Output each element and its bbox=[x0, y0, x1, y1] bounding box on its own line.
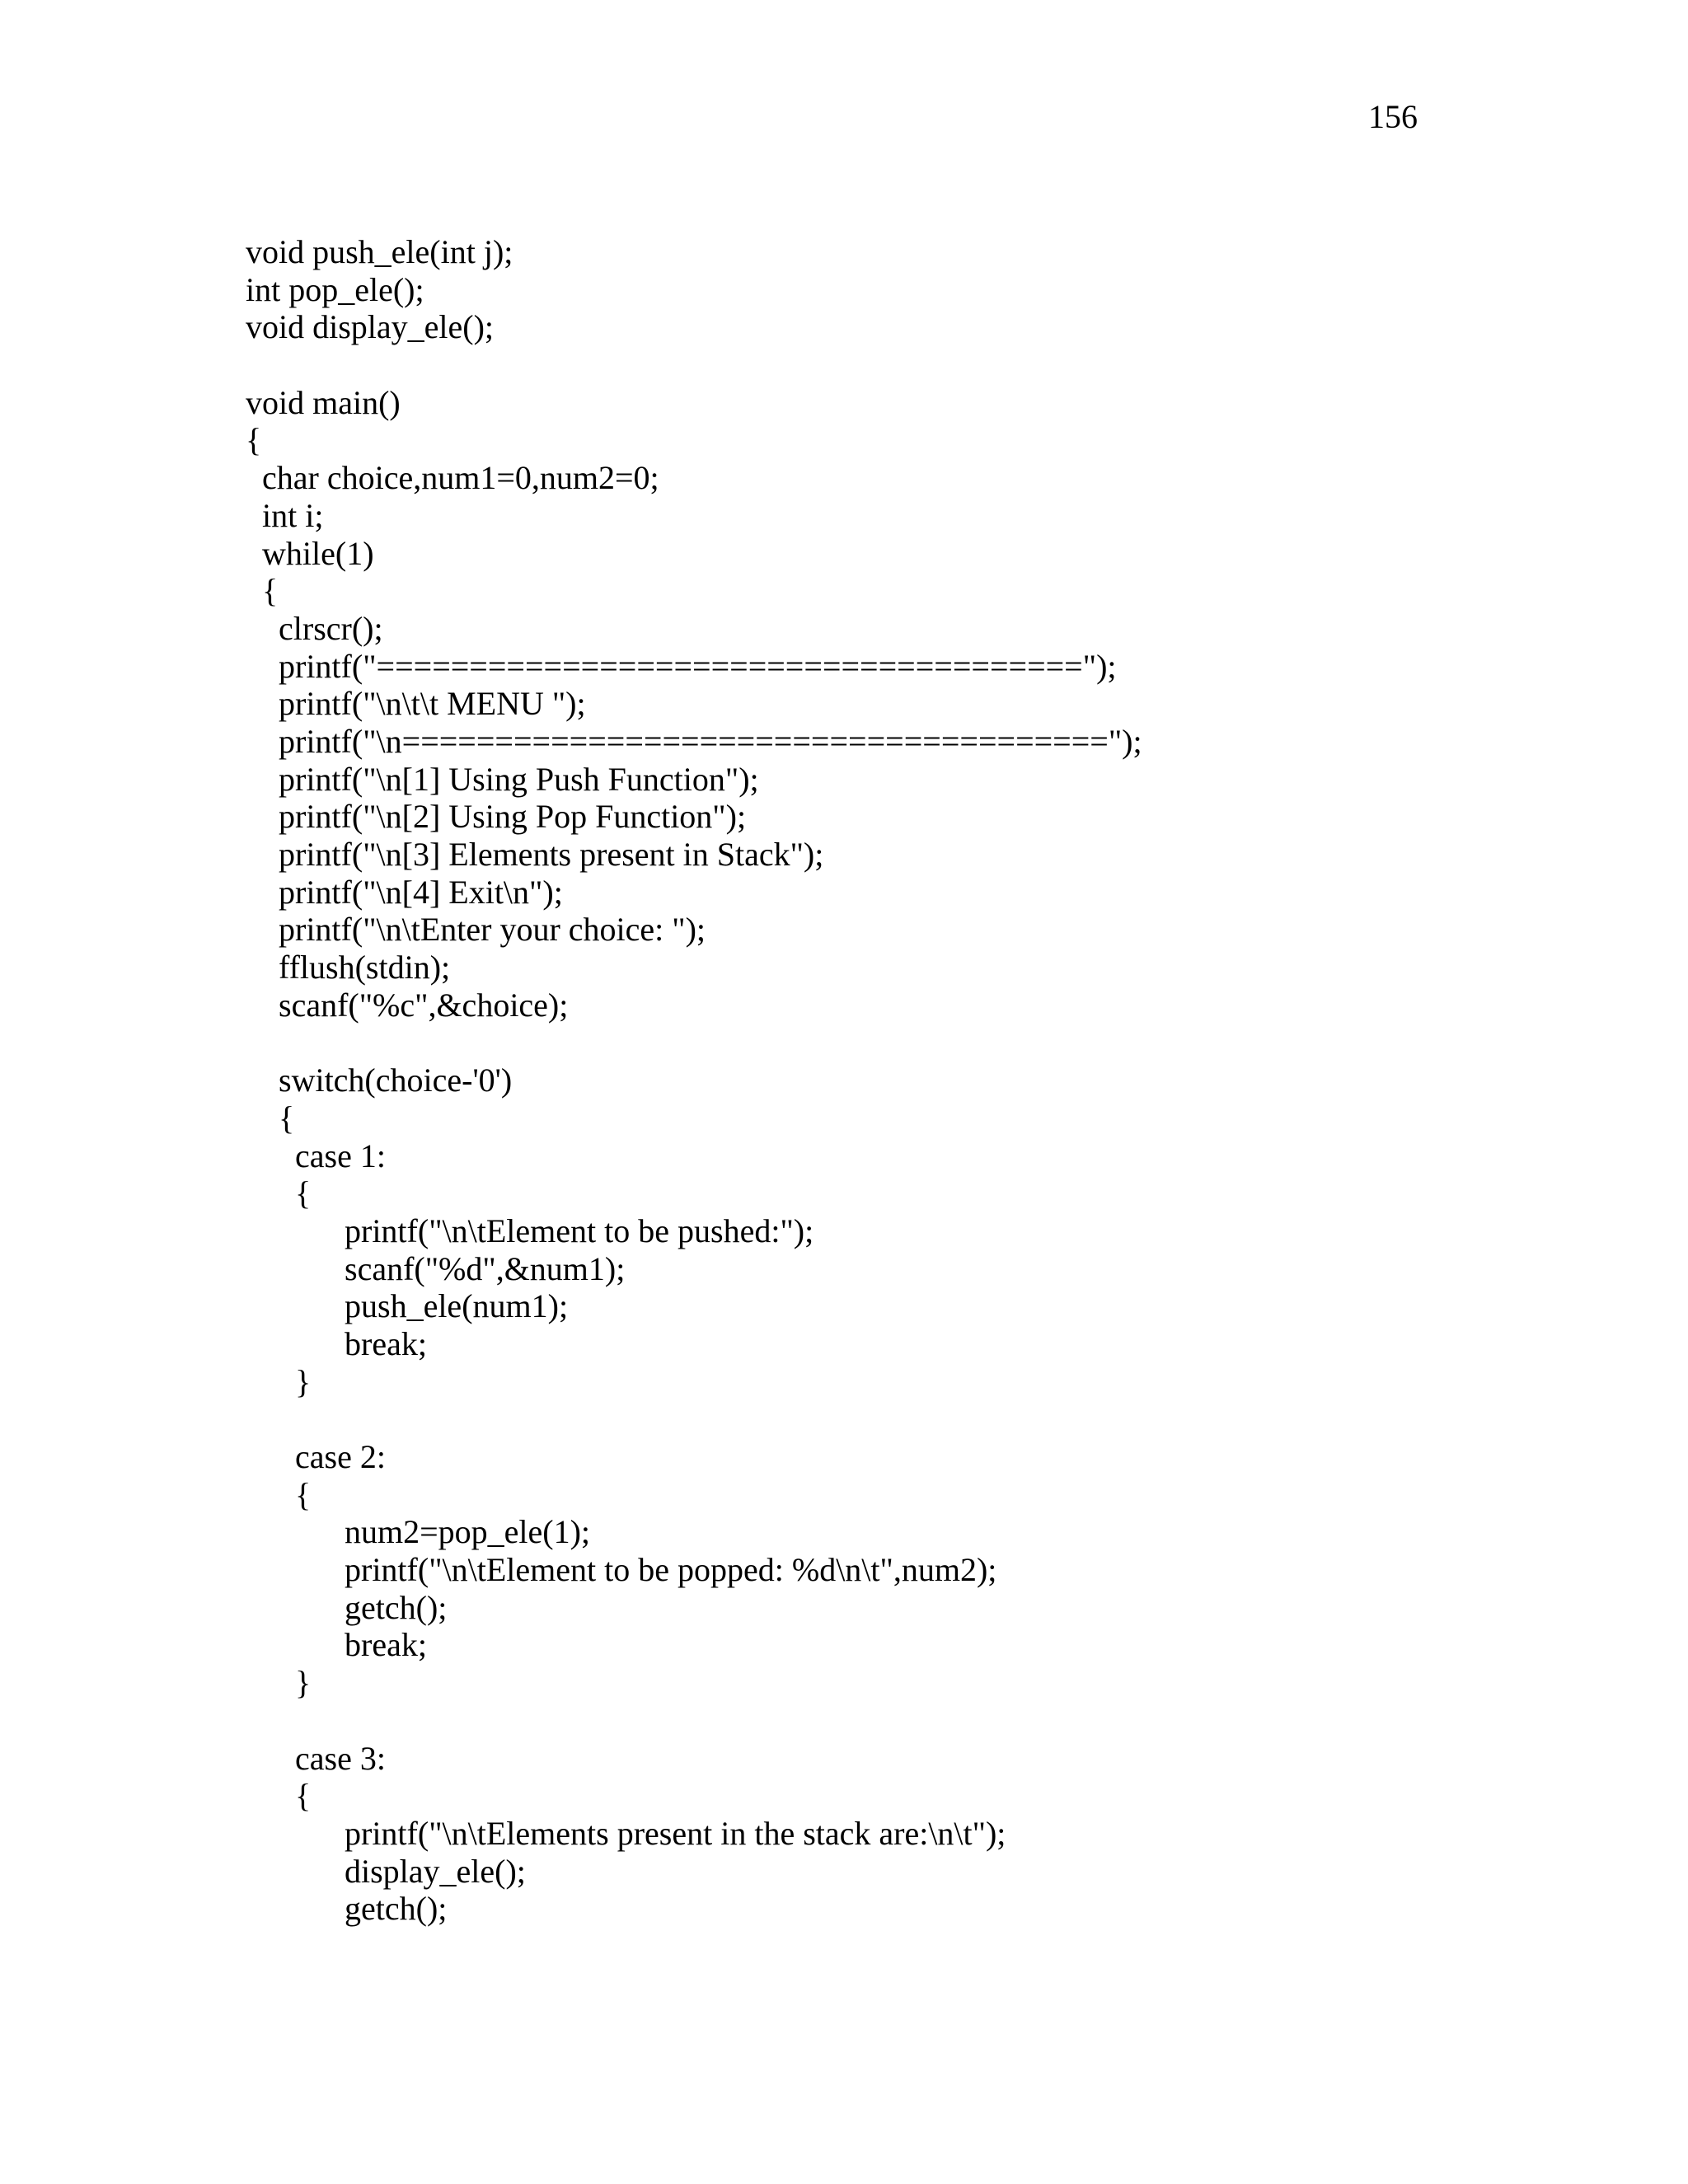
code-line: push_ele(num1); bbox=[345, 1287, 569, 1325]
code-line: void main() bbox=[246, 383, 401, 421]
code-line: char choice,num1=0,num2=0; bbox=[262, 459, 659, 497]
code-line: { bbox=[295, 1475, 312, 1513]
code-line: int i; bbox=[262, 496, 324, 534]
code-line: printf("\n[4] Exit\n"); bbox=[279, 873, 563, 911]
code-line: { bbox=[262, 572, 279, 610]
code-listing bbox=[246, 233, 1142, 1928]
code-line: num2=pop_ele(1); bbox=[345, 1513, 591, 1551]
code-line: scanf("%d",&num1); bbox=[345, 1249, 626, 1287]
code-line: printf("\n\tElement to be pushed:"); bbox=[345, 1212, 814, 1249]
code-line: clrscr(); bbox=[279, 609, 383, 647]
code-line: void push_ele(int j); bbox=[246, 233, 513, 270]
code-line: int pop_ele(); bbox=[246, 270, 424, 308]
code-line: printf("\n[3] Elements present in Stack"); bbox=[279, 836, 824, 873]
code-line: scanf("%c",&choice); bbox=[279, 986, 569, 1024]
code-line: getch(); bbox=[345, 1890, 448, 1928]
code-line: printf("\n[2] Using Pop Function"); bbox=[279, 798, 747, 836]
code-line: fflush(stdin); bbox=[279, 949, 451, 987]
code-line: { bbox=[279, 1099, 295, 1137]
page-number: 156 bbox=[1368, 98, 1418, 135]
code-line: switch(choice-'0') bbox=[279, 1062, 513, 1099]
code-line: display_ele(); bbox=[345, 1852, 526, 1890]
code-line: } bbox=[295, 1362, 312, 1400]
code-line: case 3: bbox=[295, 1739, 386, 1777]
code-line: while(1) bbox=[262, 534, 374, 572]
code-line: { bbox=[246, 421, 262, 459]
code-line: { bbox=[295, 1777, 312, 1815]
blank-line bbox=[246, 1400, 1142, 1438]
code-line: printf("\n======================================"); bbox=[279, 722, 1142, 760]
code-line: case 2: bbox=[295, 1438, 386, 1475]
code-line: printf("\n\tEnter your choice: "); bbox=[279, 911, 706, 949]
blank-line bbox=[246, 346, 1142, 384]
code-line: break; bbox=[345, 1626, 427, 1664]
blank-line bbox=[246, 1024, 1142, 1062]
code-line: case 1: bbox=[295, 1137, 386, 1174]
code-line: printf("\n\tElement to be popped: %d\n\t",num2); bbox=[345, 1551, 997, 1589]
code-line: printf("\n[1] Using Push Function"); bbox=[279, 760, 759, 798]
code-line: printf("\n\t\t MENU "); bbox=[279, 685, 586, 723]
code-line: printf("\n\tElements present in the stack are:\n\t"); bbox=[345, 1814, 1006, 1852]
code-line: break; bbox=[345, 1324, 427, 1362]
blank-line bbox=[246, 1702, 1142, 1740]
code-line: printf("======================================"); bbox=[279, 647, 1117, 685]
code-line: } bbox=[295, 1664, 312, 1702]
code-line: getch(); bbox=[345, 1588, 448, 1626]
code-line: { bbox=[295, 1174, 312, 1212]
code-line: void display_ele(); bbox=[246, 308, 495, 346]
